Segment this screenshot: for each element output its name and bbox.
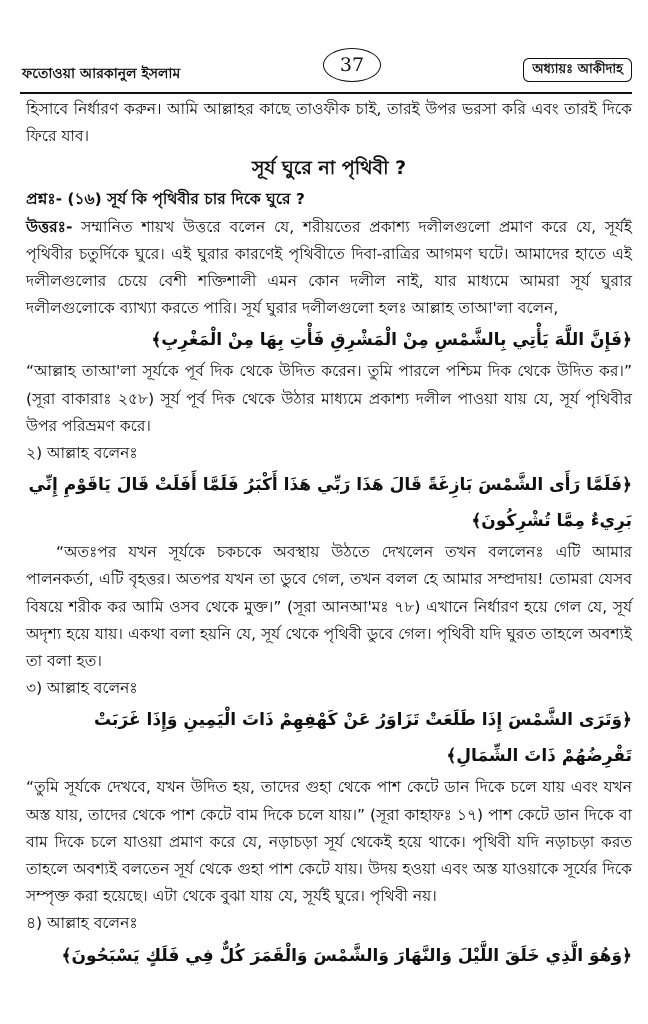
point-4: ৪) আল্লাহ বলেনঃ (26, 914, 138, 933)
arabic-verse-2: ﴿فَلَمَّا رَأَى الشَّمْسَ بَازِغَةً قَالَ هَذَا رَبِّي هَذَا أَكْبَرُ فَلَمَّا أَفَلَتْ قَالَ يَاقَوْمِ إِنِّي بَرِيءٌ مِمَّا تُشْرِكُونَ﴾ (28, 475, 632, 532)
translation-2: “অতঃপর যখন সূর্যকে চকচকে অবস্থায় উঠতে দেখলেন তখন বললেনঃ এটি আমার পালনকর্তা, এটি বৃহত্তর। অতপর যখন তা ডুবে গেল, তখন বলল হে আমার সম্প্রদায়! তোমরা যেসব বিষয়ে শরীক কর আমি ওসব থেকে মুক্ত।” (সূরা আনআ'মঃ ৭৮) এখানে নির্ধারণ হয়ে গেল যে, সূর্য অদৃশ্য হয়ে যায়। একথা বলা হয়নি যে, সূর্য থেকে পৃথিবী ডুবে গেল। পৃথিবী যদি ঘুরত তাহলে অবশ্যই তা বলা হত। (26, 543, 632, 671)
arabic-verse-3: ﴿وَتَرَى الشَّمْسَ إِذَا طَلَعَتْ تَزَاوَرُ عَنْ كَهْفِهِمْ ذَاتَ الْيَمِينِ وَإِذَا غَرَبَتْ تَقْرِضُهُمْ ذَاتَ الشِّمَالِ﴾ (94, 710, 632, 767)
page-number: 37 (323, 48, 381, 82)
book-title: ফতোওয়া আরকানুল ইসলাম (22, 66, 181, 82)
arabic-verse-4: ﴿وَهُوَ الَّذِي خَلَقَ اللَّيْلَ وَالنَّهَارَ وَالشَّمْسَ وَالْقَمَرَ كُلٌّ فِي فَلَكٍ يَسْبَحُونَ﴾ (61, 945, 632, 966)
arabic-verse-1: ﴿فَإِنَّ اللَّهَ يَأْتِي بِالشَّمْسِ مِنْ الْمَشْرِقِ فَأْتِ بِهَا مِنْ الْمَغْرِبِ﴾ (151, 330, 632, 351)
page-body (26, 96, 632, 974)
translation-1: “আল্লাহ তাআ'লা সূর্যকে পূর্ব দিক থেকে উদিত করেন। তুমি পারলে পশ্চিম দিক থেকে উদিত কর।” (সূরা বাকারাঃ ২৫৮) সূর্য পূর্ব দিক থেকে উঠার মাধ্যমে প্রকাশ্য দলীল পাওয়া যায় যে, সূর্য পৃথিবীর উপর পরিভ্রমণ করে। (26, 362, 632, 435)
page-header (20, 46, 632, 92)
section-title: সূর্য ঘুরে না পৃথিবী ? (251, 157, 407, 180)
chapter-label: অধ্যায়ঃ আকীদাহ (523, 58, 632, 82)
translation-3: “তুমি সূর্যকে দেখবে, যখন উদিত হয়, তাদের গুহা থেকে পাশ কেটে ডান দিকে চলে যায় এবং যখন অস্ত যায়, তাদের থেকে পাশ কেটে বাম দিকে চলে যায়।” (সূরা কাহাফঃ ১৭) পাশ কেটে ডান দিকে বা বাম দিকে চলে যাওয়া প্রমাণ করে যে, নড়াচড়া সূর্য থেকেই হয়ে থাকে। পৃথিবী যদি নড়াচড়া করত তাহলে অবশ্যই বলতেন সূর্য থেকে গুহা পাশ কেটে যায়। উদয় হওয়া এবং অস্ত যাওয়াকে সূর্যের দিকে সম্পৃক্ত করা হয়েছে। এটা থেকে বুঝা যায় যে, সূর্যই ঘুরে। পৃথিবী নয়। (26, 778, 632, 906)
answer-paragraph (26, 214, 632, 323)
point-3: ৩) আল্লাহ বলেনঃ (26, 679, 138, 698)
answer-label: উত্তরঃ- (26, 217, 73, 236)
point-2: ২) আল্লাহ বলেনঃ (26, 444, 138, 463)
header-divider (20, 92, 632, 94)
intro-paragraph: হিসাবে নির্ধারণ করুন। আমি আল্লাহর কাছে তাওফীক চাই, তারই উপর ভরসা করি এবং তারই দিকে ফিরে যাব। (26, 100, 632, 146)
question: প্রশ্নঃ- (১৬) সূর্য কি পৃথিবীর চার দিকে ঘুরে ? (26, 190, 305, 209)
answer-text: সম্মানিত শায়খ উত্তরে বলেন যে, শরীয়তের প্রকাশ্য দলীলগুলো প্রমাণ করে যে, সূর্যই পৃথিবীর চতুর্দিকে ঘুরে। এই ঘুরার কারণেই পৃথিবীতে দিবা-রাত্রির আগমণ ঘটে। আমাদের হাতে এই দলীলগুলোর চেয়ে বেশী শক্তিশালী এমন কোন দলীল নাই, যার মাধ্যমে আমরা সূর্য ঘুরার দলীলগুলোকে ব্যাখ্যা করতে পারি। সূর্য ঘুরার দলীলগুলো হলঃ আল্লাহ তাআ'লা বলেন, (26, 217, 632, 318)
